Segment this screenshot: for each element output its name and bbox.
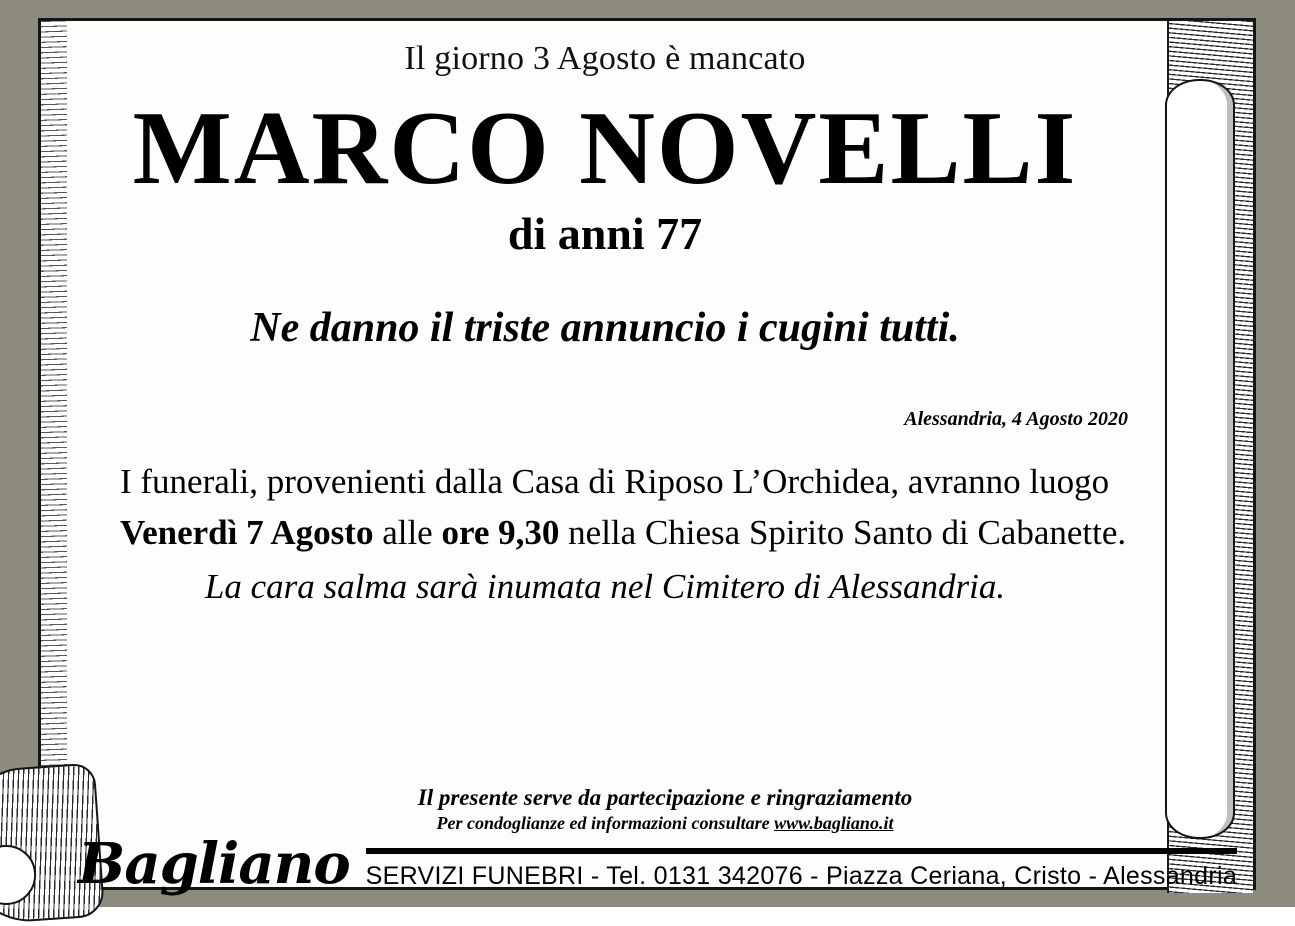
horizontal-divider — [366, 848, 1237, 854]
funeral-details-part3: nella Chiesa Spirito Santo di Cabanette. — [559, 512, 1127, 552]
funeral-day: Venerdì 7 Agosto — [120, 512, 374, 552]
deceased-name: MARCO NOVELLI — [132, 89, 1078, 206]
footer-bar — [60, 830, 1238, 897]
website-link[interactable]: www.bagliano.it — [774, 812, 894, 833]
footer-note-contact-prefix: Per condoglianze ed informazioni consultare — [436, 812, 775, 833]
funeral-details-part1: I funerali, provenienti dalla Casa di Riposo L’Orchidea, avranno luogo — [120, 462, 1110, 502]
funeral-details — [60, 457, 1150, 559]
notice-footer — [60, 784, 1238, 897]
funeral-time: ore 9,30 — [441, 512, 560, 552]
company-logo-bagliano: Bagliano — [78, 830, 350, 897]
announcement-line: Ne danno il triste annuncio i cugini tutti. — [250, 305, 960, 352]
intro-line: Il giorno 3 Agosto è mancato — [404, 40, 806, 77]
footer-note-participation: Il presente serve da partecipazione e ringraziamento — [417, 784, 913, 810]
scroll-curl-right — [1167, 21, 1253, 893]
place-and-date: Alessandria, 4 Agosto 2020 — [904, 408, 1128, 431]
notice-content — [60, 0, 1150, 872]
deceased-age: di anni 77 — [507, 208, 703, 260]
burial-line: La cara salma sarà inumata nel Cimitero di Alessandria. — [204, 566, 1006, 606]
services-contact-line: SERVIZI FUNEBRI - Tel. 0131 342076 - Piazza Ceriana, Cristo - Alessandria — [365, 862, 1238, 890]
funeral-details-part2: alle — [373, 512, 442, 552]
footer-services-block — [366, 848, 1237, 891]
